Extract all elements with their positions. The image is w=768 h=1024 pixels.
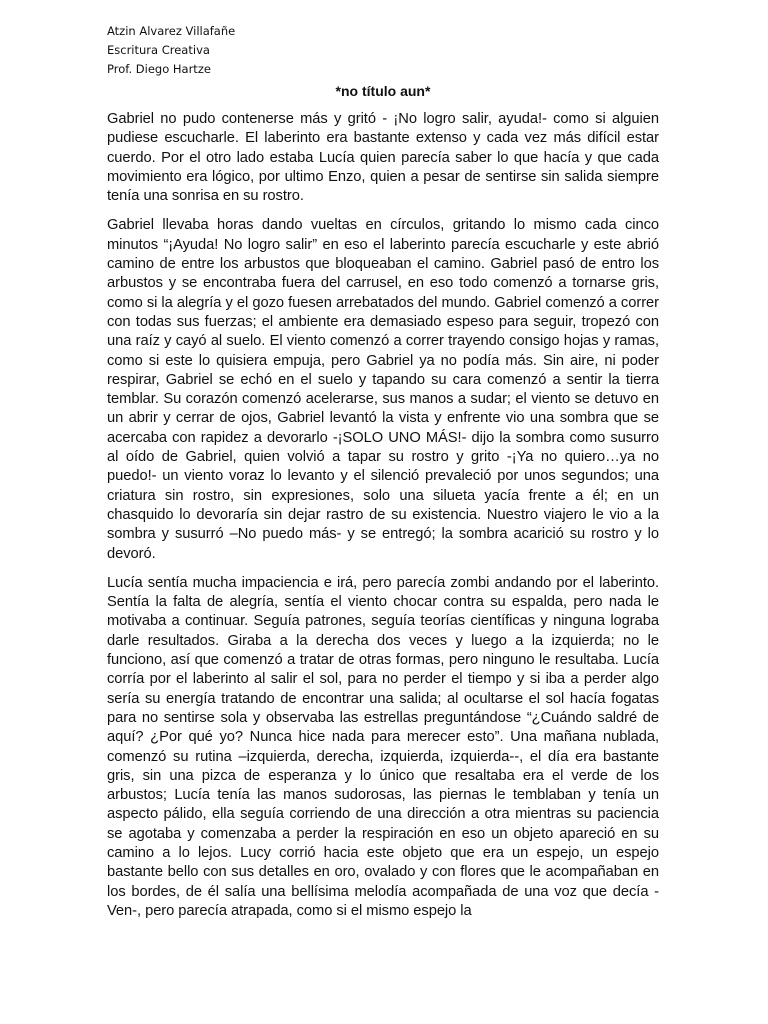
professor-name: Prof. Diego Hartze bbox=[107, 62, 211, 76]
document-body bbox=[107, 110, 659, 921]
document-page bbox=[107, 22, 659, 921]
document-title: *no título aun* bbox=[335, 83, 431, 99]
paragraph: Lucía sentía mucha impaciencia e irá, pero parecía zombi andando por el laberinto. Sentía la falta de alegría, sentía el viento chocar contra su espalda, pero nada le motivaba a continuar. Seguía patrones, seguía teorías científicas y ninguna lograba darle resultados. Giraba a la derecha dos veces y luego a la izquierda; no le funciono, así que comenzó a tratar de otras formas, pero ninguno le resultaba. Lucía corría por el laberinto al salir el sol, para no perder el tiempo y si iba a perder algo sería su energía tratando de encontrar una salida; al ocultarse el sol hacía fogatas para no sentirse sola y observaba las estrellas preguntándose “¿Cuándo saldré de aquí? ¿Por qué yo? Nunca hice nada para merecer esto”. Una mañana nublada, comenzó su rutina –izquierda, derecha, izquierda, izquierda--, el día era bastante gris, sin una pizca de esperanza y lo único que resaltaba era el verde de los arbustos; Lucía tenía las manos sudorosas, las piernas le temblaban y tenía un aspecto pálido, ella seguía corriendo de una dirección a otra mientras su paciencia se agotaba y comenzaba a perder la respiración en eso un objeto apareció en su camino a lo lejos. Lucy corrió hacia este objeto que era un espejo, un espejo bastante bello con sus detalles en oro, ovalado y con flores que le acompañaban en los bordes, de él salía una bellísima melodía acompañada de una voz que decía -Ven-, pero parecía atrapada, como si el mismo espejo la bbox=[107, 574, 659, 919]
course-name: Escritura Creativa bbox=[107, 43, 210, 57]
author-name: Atzin Alvarez Villafañe bbox=[107, 24, 236, 38]
paragraph: Gabriel no pudo contenerse más y gritó - ¡No logro salir, ayuda!- como si alguien pudiese escucharle. El laberinto era bastante extenso y cada vez más difícil estar cuerdo. Por el otro lado estaba Lucía quien parecía saber lo que hacía y que cada movimiento era lógico, por ultimo Enzo, quien a pesar de sentirse sin salida siempre tenía una sonrisa en su rostro. bbox=[107, 111, 659, 205]
document-header bbox=[107, 22, 659, 79]
paragraph: Gabriel llevaba horas dando vueltas en círculos, gritando lo mismo cada cinco minutos “¡Ayuda! No logro salir” en eso el laberinto parecía escucharle y este abrió camino de entre los arbustos que bloqueaban el camino. Gabriel pasó de entro los arbustos y se encontraba fuera del carrusel, en eso todo comenzó a tornarse gris, como si la alegría y el gozo fuesen arrebatados del mundo. Gabriel comenzó a correr con todas sus fuerzas; el ambiente era demasiado espeso para seguir, tropezó con una raíz y cayó al suelo. El viento comenzó a correr trayendo consigo hojas y ramas, como si este lo quisiera empuja, pero Gabriel ya no podía más. Sin aire, ni poder respirar, Gabriel se echó en el suelo y tapando su cara comenzó a sentir la tierra temblar. Su corazón comenzó acelerarse, sus manos a sudar; el viento se detuvo en un abrir y cerrar de ojos, Gabriel levantó la vista y enfrente vio una sombra que se acercaba con rapidez a devorarlo -¡SOLO UNO MÁS!- dijo la sombra como susurro al oído de Gabriel, quien volvió a tapar su rostro y grito -¡Ya no quiero…ya no puedo!- un viento voraz lo levanto y el silenció prevaleció por unos segundos; una criatura sin rostro, sin expresiones, solo una silueta yacía frente a él; en un chasquido lo devoraría sin dejar rastro de su existencia. Nuestro viajero le vio a la sombra y susurró –No puedo más- y se entregó; la sombra acarició su rostro y lo devoró. bbox=[107, 217, 659, 562]
